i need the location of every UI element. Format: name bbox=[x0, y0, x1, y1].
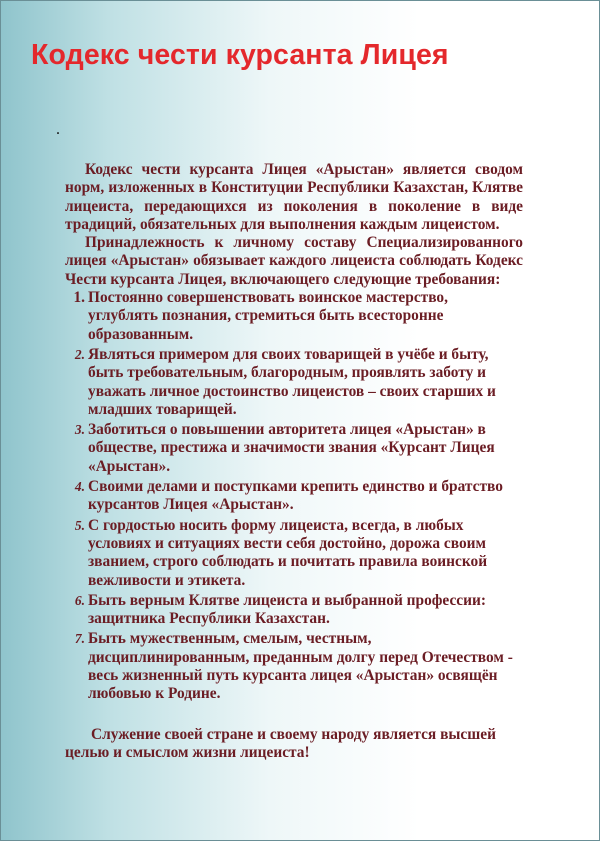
requirement-number: 1. bbox=[73, 289, 85, 307]
requirement-text: Являться примером для своих товарищей в учёбе и быту, быть требовательным, благородным, проявлять заботу и уважать личное достоинство лицеистов – своих старших и младших товарищей. bbox=[88, 345, 496, 418]
requirement-text: С гордостью носить форму лицеиста, всегда, в любых условиях и ситуациях вести себя достойно, дорожа своим званием, строго соблюдать и почитать правила воинской вежливости и этикета. bbox=[88, 516, 488, 589]
intro-paragraph: Кодекс чести курсанта Лицея «Арыстан» является сводом норм, изложенных в Конституции Республики Казахстан, Клятве лицеиста, передающихся из поколения в поколение в виде традиций, обязательных для выполнения каждым лицеистом. bbox=[65, 161, 523, 233]
stray-dot: . bbox=[56, 121, 60, 138]
requirement-number: 7. bbox=[74, 631, 85, 647]
requirement-number: 2. bbox=[74, 346, 85, 362]
requirement-item bbox=[65, 289, 518, 344]
requirement-item bbox=[65, 478, 518, 515]
requirement-number: 6. bbox=[74, 592, 85, 608]
requirements-list bbox=[65, 289, 523, 704]
requirement-text: Заботиться о повышении авторитета лицея «Арыстан» в обществе, престижа и значимости звания «Курсант Лицея «Арыстан». bbox=[88, 421, 495, 475]
document-body bbox=[65, 161, 523, 762]
requirement-number: 4. bbox=[74, 479, 85, 495]
requirement-item bbox=[65, 592, 518, 629]
requirement-text: Своими делами и поступками крепить единство и братство курсантов Лицея «Арыстан». bbox=[88, 478, 503, 514]
requirement-number: 3. bbox=[74, 422, 85, 438]
page-title: Кодекс чести курсанта Лицея bbox=[31, 39, 449, 71]
requirement-item bbox=[65, 421, 518, 476]
requirement-text: Постоянно совершенствовать воинское мастерство, углублять познания, стремиться быть всесторонне образованным. bbox=[88, 289, 448, 343]
requirement-text: Быть мужественным, смелым, честным, дисциплинированным, преданным долгу перед Отечеством - весь жизненный путь курсанта лицея «Арыстан» освящён любовью к Родине. bbox=[88, 630, 513, 703]
requirement-item bbox=[65, 346, 518, 419]
closing-paragraph: Служение своей стране и своему народу является высшей целью и смыслом жизни лицеиста! bbox=[65, 725, 496, 761]
requirement-item bbox=[65, 517, 518, 590]
requirement-number: 5. bbox=[74, 517, 85, 533]
requirement-item bbox=[65, 630, 518, 703]
obligation-paragraph: Принадлежность к личному составу Специализированного лицея «Арыстан» обязывает каждого лицеиста соблюдать Кодекс Чести курсанта Лицея, включающего следующие требования: bbox=[65, 234, 523, 288]
requirement-text: Быть верным Клятве лицеиста и выбранной профессии: защитника Республики Казахстан. bbox=[88, 591, 486, 628]
